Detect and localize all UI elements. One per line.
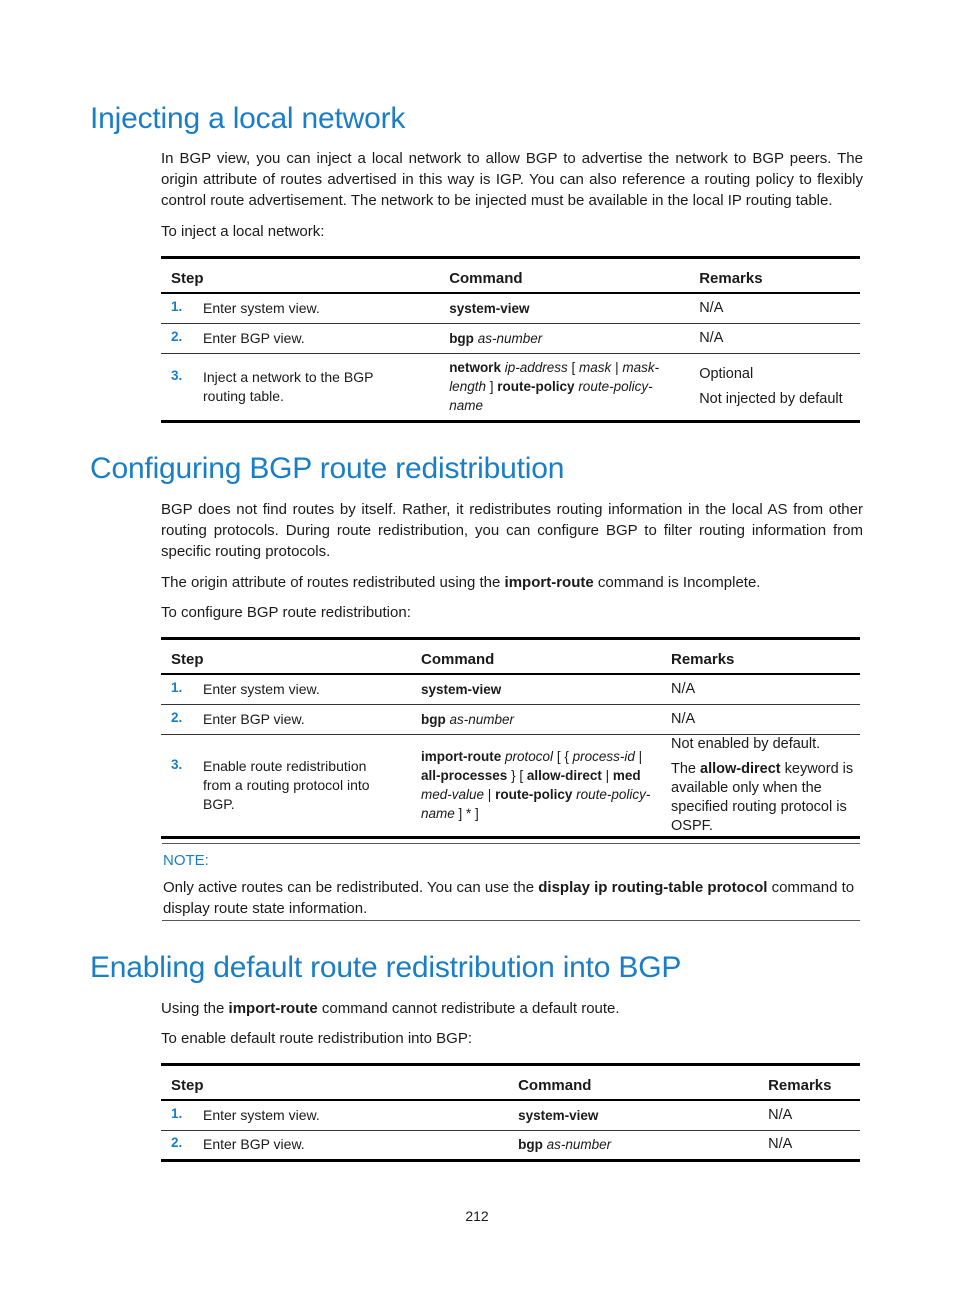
command-symbol: ] bbox=[489, 379, 494, 394]
section-title-enabling-default-route-redistribution: Enabling default route redistribution into BGP bbox=[90, 951, 682, 984]
header-step: Step bbox=[161, 258, 439, 294]
command-symbol: [ { bbox=[556, 749, 569, 764]
command-symbol: | bbox=[638, 749, 643, 764]
command-keyword: system-view bbox=[518, 1107, 599, 1123]
text-segment: command is Incomplete. bbox=[597, 574, 761, 591]
section2-paragraph: BGP does not find routes by itself. Rather, it redistributes routing information in the local AS from other routing protocols. During route redistribution, you can configure BGP to filter routing information from specific routing protocols. bbox=[161, 501, 863, 560]
inject-network-table bbox=[161, 256, 860, 423]
text-segment: Only active routes can be redistributed. You can use the bbox=[163, 879, 535, 896]
note-box bbox=[162, 843, 860, 921]
text-segment: command to display route state information. bbox=[163, 879, 855, 917]
step-description: Inject a network to the BGP routing table. bbox=[203, 368, 374, 404]
page-number: 212 bbox=[465, 1208, 489, 1224]
header-command: Command bbox=[439, 258, 689, 294]
remark-cell: N/A bbox=[758, 1130, 860, 1160]
header-remarks: Remarks bbox=[758, 1065, 860, 1101]
section3-intro: To enable default route redistribution into BGP: bbox=[161, 1030, 473, 1047]
step-description: Enter system view. bbox=[203, 299, 320, 316]
table-header-row bbox=[161, 639, 860, 675]
command-cell bbox=[439, 293, 689, 323]
command-symbol: | bbox=[615, 360, 619, 375]
header-remarks: Remarks bbox=[661, 639, 860, 675]
table-row bbox=[161, 734, 860, 837]
text-segment: The origin attribute of routes redistributed using the bbox=[161, 574, 501, 591]
header-remarks: Remarks bbox=[689, 258, 860, 294]
command-argument: ip-address bbox=[504, 360, 568, 375]
command-symbol: } [ bbox=[511, 768, 524, 783]
table-row bbox=[161, 323, 860, 353]
text-segment: The bbox=[671, 760, 696, 777]
table-row bbox=[161, 1130, 860, 1160]
command-keyword: import-route bbox=[228, 1000, 318, 1017]
section-title-configuring-bgp-route-redistribution: Configuring BGP route redistribution bbox=[90, 452, 565, 485]
remark-cell: N/A bbox=[758, 1100, 860, 1130]
table-row bbox=[161, 1100, 860, 1130]
remark-cell: N/A bbox=[661, 674, 860, 704]
table-row bbox=[161, 353, 860, 421]
command-cell bbox=[411, 674, 661, 704]
step-description: Enter system view. bbox=[203, 1106, 320, 1123]
note-text bbox=[163, 877, 860, 919]
table-row bbox=[161, 704, 860, 734]
command-argument: as-number bbox=[546, 1137, 612, 1152]
command-keyword: med bbox=[612, 768, 641, 783]
command-keyword: route-policy bbox=[495, 787, 573, 802]
command-keyword: system-view bbox=[449, 300, 530, 316]
command-keyword: import-route bbox=[421, 749, 502, 764]
command-keyword: bgp bbox=[449, 330, 474, 346]
step-number: 1. bbox=[171, 298, 183, 314]
command-cell bbox=[411, 704, 661, 734]
route-redistribution-table bbox=[161, 637, 860, 839]
table-header-row bbox=[161, 1065, 860, 1101]
remark-cell: N/A bbox=[661, 704, 860, 734]
command-cell bbox=[411, 734, 661, 837]
section1-intro: To inject a local network: bbox=[161, 223, 325, 240]
header-step: Step bbox=[161, 639, 411, 675]
remark-line: Not injected by default bbox=[699, 390, 843, 407]
section2-intro: To configure BGP route redistribution: bbox=[161, 604, 411, 621]
command-argument: protocol bbox=[505, 749, 554, 764]
step-number: 2. bbox=[171, 328, 183, 344]
command-argument: route-policy-name bbox=[449, 379, 653, 413]
header-step: Step bbox=[161, 1065, 508, 1101]
step-number: 2. bbox=[171, 709, 183, 725]
step-description: Enable route redistribution from a routing protocol into BGP. bbox=[203, 757, 370, 812]
step-number: 2. bbox=[171, 1135, 183, 1150]
section3-paragraph bbox=[161, 998, 863, 1019]
header-command: Command bbox=[508, 1065, 758, 1101]
step-number: 3. bbox=[171, 367, 183, 383]
text-segment: keyword is available only when the specified routing protocol is OSPF. bbox=[671, 760, 854, 834]
note-title: NOTE: bbox=[163, 852, 209, 869]
table-row bbox=[161, 293, 860, 323]
command-cell bbox=[439, 323, 689, 353]
header-command: Command bbox=[411, 639, 661, 675]
section2-origin-paragraph bbox=[161, 572, 863, 593]
command-symbol: | bbox=[605, 768, 610, 783]
section-title-injecting-local-network: Injecting a local network bbox=[90, 102, 406, 135]
command-argument: med-value bbox=[421, 787, 485, 802]
command-argument: as-number bbox=[449, 711, 515, 727]
command-argument: as-number bbox=[477, 330, 543, 346]
command-keyword: import-route bbox=[504, 574, 594, 591]
text-segment: command cannot redistribute a default route. bbox=[321, 1000, 620, 1017]
command-keyword: display ip routing-table protocol bbox=[538, 879, 768, 896]
command-keyword: system-view bbox=[421, 681, 502, 697]
step-description: Enter system view. bbox=[203, 680, 320, 697]
step-description: Enter BGP view. bbox=[203, 329, 305, 346]
command-argument: mask-length bbox=[449, 360, 660, 394]
command-keyword: bgp bbox=[421, 711, 446, 727]
remark-line: Optional bbox=[699, 365, 754, 382]
remark-line bbox=[671, 760, 860, 836]
table-header-row bbox=[161, 258, 860, 294]
command-keyword: route-policy bbox=[497, 379, 575, 394]
command-keyword: allow-direct bbox=[526, 768, 602, 783]
remark-cell bbox=[689, 353, 860, 421]
default-route-table bbox=[161, 1063, 860, 1162]
step-description: Enter BGP view. bbox=[203, 1136, 305, 1152]
command-argument: route-policy-name bbox=[421, 787, 651, 821]
command-argument: process-id bbox=[572, 749, 635, 764]
step-description: Enter BGP view. bbox=[203, 710, 305, 727]
step-number: 3. bbox=[171, 756, 183, 772]
command-keyword: bgp bbox=[518, 1137, 543, 1152]
command-keyword: all-processes bbox=[421, 768, 508, 783]
remark-cell: N/A bbox=[689, 323, 860, 353]
section1-paragraph: In BGP view, you can inject a local network to allow BGP to advertise the network to BGP peers. The origin attribute of routes advertised in this way is IGP. You can also reference a routing policy to flexibly control route advertisement. The network to be injected must be available in the local IP routing table. bbox=[161, 150, 863, 209]
command-symbol: [ bbox=[571, 360, 576, 375]
text-segment: Using the bbox=[161, 1000, 225, 1017]
command-cell bbox=[508, 1130, 758, 1160]
command-cell bbox=[439, 353, 689, 421]
step-number: 1. bbox=[171, 679, 183, 695]
command-symbol: | bbox=[487, 787, 492, 802]
command-keyword: allow-direct bbox=[700, 760, 781, 777]
command-keyword: network bbox=[449, 360, 501, 375]
table-row bbox=[161, 674, 860, 704]
remark-cell: N/A bbox=[689, 293, 860, 323]
command-argument: mask bbox=[579, 360, 612, 375]
remark-cell bbox=[661, 734, 860, 837]
remark-line: Not enabled by default. bbox=[671, 735, 821, 752]
step-number: 1. bbox=[171, 1105, 183, 1121]
command-symbol: ] * ] bbox=[458, 806, 479, 821]
command-cell bbox=[508, 1100, 758, 1130]
